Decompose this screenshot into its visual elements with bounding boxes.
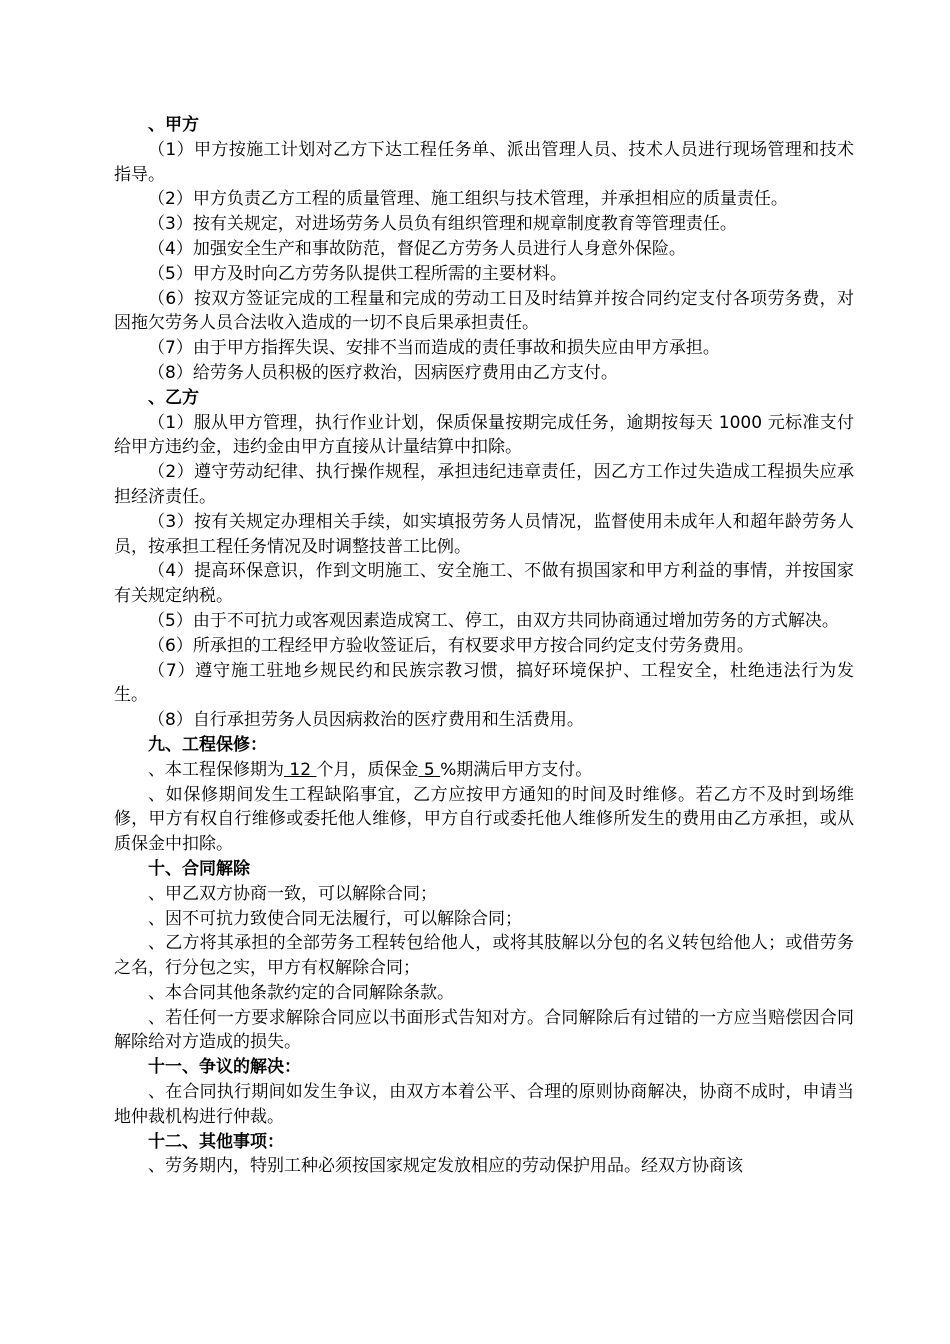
party-b-item-6: （6）所承担的工程经甲方验收签证后，有权要求甲方按合同约定支付劳务费用。 (148, 635, 754, 656)
party-a-item-5: （5）甲方及时向乙方劳务队提供工程所需的主要材料。 (148, 263, 567, 284)
party-a-item-1: （1）甲方按施工计划对乙方下达工程任务单、派出管理人员、技术人员进行现场管理和技术指导。 (114, 139, 854, 185)
party-b-item-1: （1）服从甲方管理，执行作业计划，保质保量按期完成任务，逾期按每天 1000 元标准支付给甲方违约金，违约金由甲方直接从计量结算中扣除。 (114, 412, 854, 458)
termination-item-1: 、甲乙双方协商一致，可以解除合同； (148, 883, 437, 904)
section-heading-other: 十二、其他事项： (148, 1131, 284, 1152)
disputes-item: 、在合同执行期间如发生争议，由双方本着公平、合理的原则协商解决，协商不成时，申请当地仲裁机构进行仲裁。 (114, 1082, 854, 1127)
section-heading-party-a: 、甲方 (148, 115, 199, 135)
termination-item-2: 、因不可抗力致使合同无法履行，可以解除合同； (148, 908, 522, 929)
party-a-item-7: （7）由于甲方指挥失误、安排不当而造成的责任事故和损失应由甲方承担。 (148, 338, 720, 359)
party-a-item-4: （4）加强安全生产和事故防范，督促乙方劳务人员进行人身意外保险。 (148, 238, 686, 259)
party-b-item-5: （5）由于不可抗力或客观因素造成窝工、停工，由双方共同协商通过增加劳务的方式解决。 (148, 610, 839, 631)
section-heading-termination: 十、合同解除 (148, 858, 250, 879)
warranty-percent-blank (418, 760, 440, 780)
party-a-item-6: （6）按双方签证完成的工程量和完成的劳动工日及时结算并按合同约定支付各项劳务费，对因拖欠劳务人员合法收入造成的一切不良后果承担责任。 (114, 288, 854, 334)
warranty-item-1 (114, 758, 854, 783)
warranty-percent-value: 5 (423, 759, 435, 780)
warranty-text-post: %期满后甲方支付。 (440, 759, 593, 780)
warranty-item-2: 、如保修期间发生工程缺陷事宜，乙方应按甲方通知的时间及时维修。若乙方不及时到场维修，甲方有权自行维修或委托他人维修，甲方自行或委托他人维修所发生的费用由乙方承担，或从质保金中扣除。 (114, 784, 854, 855)
party-a-item-8: （8）给劳务人员积极的医疗救治，因病医疗费用由乙方支付。 (148, 362, 618, 383)
party-b-item-7: （7）遵守施工驻地乡规民约和民族宗教习惯，搞好环境保护、工程安全，杜绝违法行为发生。 (114, 660, 854, 706)
section-heading-warranty: 九、工程保修： (148, 734, 267, 755)
warranty-text-mid: 个月，质保金 (316, 759, 419, 780)
section-heading-disputes: 十一、争议的解决： (148, 1057, 301, 1078)
party-a-item-3: （3）按有关规定，对进场劳务人员负有组织管理和规章制度教育等管理责任。 (148, 214, 737, 235)
warranty-text-pre: 、本工程保修期为 (148, 759, 284, 780)
warranty-months-value: 12 (289, 759, 312, 780)
party-a-item-2: （2）甲方负责乙方工程的质量管理、施工组织与技术管理，并承担相应的质量责任。 (148, 189, 788, 210)
party-b-item-4: （4）提高环保意识，作到文明施工、安全施工、不做有损国家和甲方利益的事情，并按国家有关规定纳税。 (114, 561, 854, 607)
termination-item-5: 、若任何一方要求解除合同应以书面形式告知对方。合同解除后有过错的一方应当赔偿因合同解除给对方造成的损失。 (114, 1007, 854, 1053)
termination-item-4: 、本合同其他条款约定的合同解除条款。 (148, 982, 454, 1003)
party-b-item-8: （8）自行承担劳务人员因病救治的医疗费用和生活费用。 (148, 710, 584, 731)
party-b-item-2: （2）遵守劳动纪律、执行操作规程，承担违纪违章责任，因乙方工作过失造成工程损失应承担经济责任。 (114, 462, 854, 507)
warranty-months-blank (284, 760, 316, 780)
other-item: 、劳务期内，特别工种必须按国家规定发放相应的劳动保护用品。经双方协商该 (148, 1156, 743, 1177)
party-b-item-3: （3）按有关规定办理相关手续，如实填报劳务人员情况，监督使用未成年人和超年龄劳务人员，按承担工程任务情况及时调整技普工比例。 (114, 511, 854, 557)
termination-item-3: 、乙方将其承担的全部劳务工程转包给他人，或将其肢解以分包的名义转包给他人；或借劳务之名，行分包之实，甲方有权解除合同； (114, 933, 854, 979)
contract-body (114, 113, 854, 1179)
section-heading-party-b: 、乙方 (148, 387, 199, 408)
